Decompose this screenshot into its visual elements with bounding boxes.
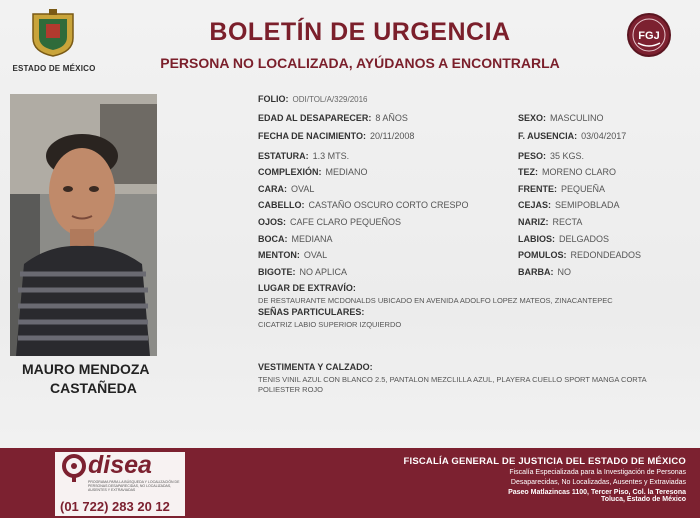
field-labios: LABIOS: DELGADOS [518,234,610,244]
field-bigote: BIGOTE: NO APLICA [258,267,348,277]
field-peso: PESO: 35 KGS. [518,151,585,161]
vestimenta-value: TENIS VINIL AZUL CON BLANCO 2.5, PANTALON MEZCLILLA AZUL, PLAYERA CUELLO SPORT MANGA CORTA POLIESTER ROJO [258,375,647,394]
senas-label: SEÑAS PARTICULARES: [258,307,365,317]
field-sexo: SEXO: MASCULINO [518,113,604,123]
field-ausencia: F. AUSENCIA: 03/04/2017 [518,131,627,141]
field-ojos: OJOS: CAFE CLARO PEQUEÑOS [258,217,402,227]
fiscalia-line1: Fiscalía Especializada para la Investigación de Personas [509,469,686,476]
field-frente: FRENTE: PEQUEÑA [518,184,606,194]
contact-phone[interactable]: (01 722) 283 20 12 [60,499,170,514]
odisea-wordmark: disea [88,451,152,479]
lugar-value: DE RESTAURANTE MCDONALDS UBICADO EN AVENIDA ADOLFO LOPEZ MATEOS, ZINACANTEPEC [258,296,613,305]
field-nariz: NARIZ: RECTA [518,217,583,227]
fiscalia-address: Paseo Matlazincas 1100, Tercer Piso, Col. la Teresona [508,489,686,496]
fiscalia-info [386,456,686,503]
fiscalia-city: Toluca, Estado de México [600,496,686,503]
state-label: ESTADO DE MÉXICO [12,64,96,73]
field-tez: TEZ: MORENO CLARO [518,167,617,177]
field-complexion: COMPLEXIÓN: MEDIANO [258,167,368,177]
lugar-label: LUGAR DE EXTRAVÍO: [258,283,356,293]
person-name-line1: MAURO MENDOZA [22,361,150,377]
person-name [22,360,222,398]
bulletin-title: BOLETÍN DE URGENCIA [209,18,511,46]
field-folio: FOLIO: ODI/TOL/A/329/2016 [258,94,368,104]
field-cara: CARA: OVAL [258,184,315,194]
field-cabello: CABELLO: CASTAÑO OSCURO CORTO CRESPO [258,200,469,210]
field-pomulos: POMULOS: REDONDEADOS [518,250,642,260]
vestimenta-label: VESTIMENTA Y CALZADO: [258,362,373,372]
person-name-line2: CASTAÑEDA [50,380,137,396]
field-cejas: CEJAS: SEMIPOBLADA [518,200,620,210]
field-estatura: ESTATURA: 1.3 MTS. [258,151,350,161]
person-photo [10,94,157,356]
field-menton: MENTON: OVAL [258,250,328,260]
field-edad: EDAD AL DESAPARECER: 8 AÑOS [258,113,408,123]
bulletin-subtitle: PERSONA NO LOCALIZADA, AYÚDANOS A ENCONTRARLA [160,55,560,71]
fgj-logo-icon [626,12,672,58]
fgj-logo-text: FGJ [638,30,660,42]
field-nacimiento: FECHA DE NACIMIENTO: 20/11/2008 [258,131,415,141]
odisea-description: PROGRAMA PARA LA BÚSQUEDA Y LOCALIZACIÓN DE PERSONAS DESAPARECIDAS, NO LOCALIZADAS, AUSENTES Y EXTRAVIADAS [88,480,180,492]
fiscalia-title: FISCALÍA GENERAL DE JUSTICIA DEL ESTADO DE MÉXICO [403,456,686,467]
state-seal-icon [30,8,76,58]
field-boca: BOCA: MEDIANA [258,234,333,244]
senas-value: CICATRIZ LABIO SUPERIOR IZQUIERDO [258,320,402,329]
field-barba: BARBA: NO [518,267,571,277]
fiscalia-line2: Desaparecidas, No Localizadas, Ausentes y Extraviadas [510,479,686,486]
odisea-logo-icon [60,454,88,482]
